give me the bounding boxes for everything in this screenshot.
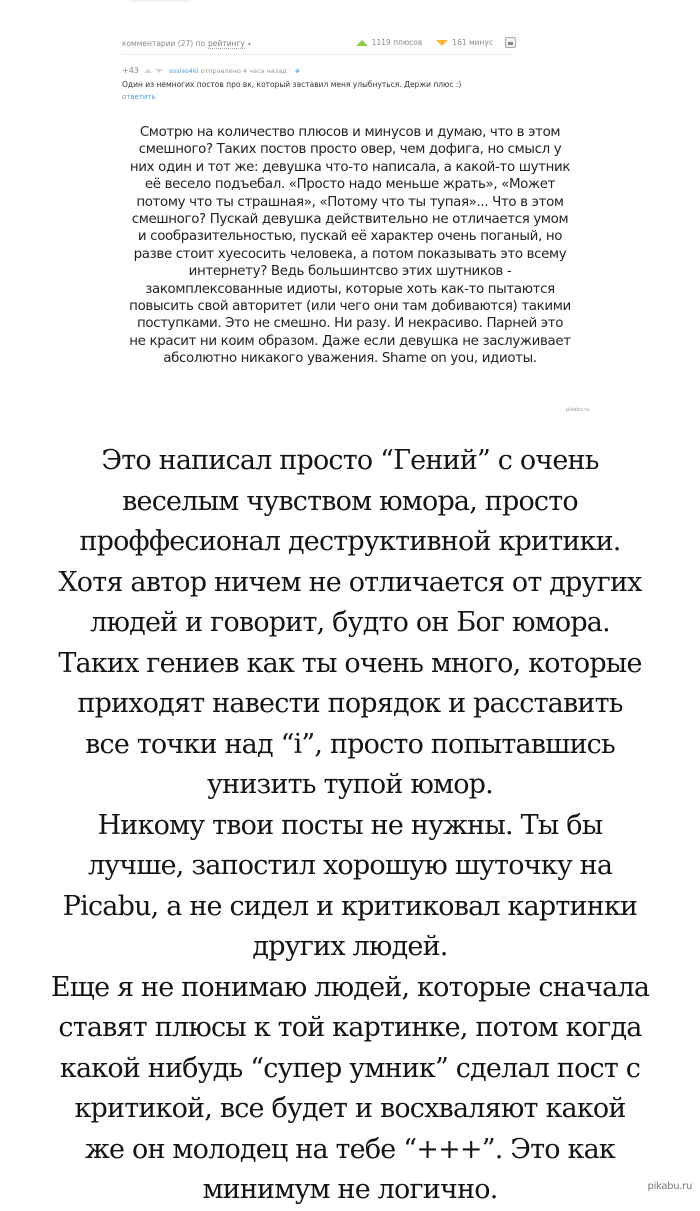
response-line: какой нибудь “супер умник” сделал пост с <box>59 1052 641 1084</box>
response-text <box>0 441 700 1211</box>
response-line: людей и говорит, будто он Бог юмора. <box>90 607 610 638</box>
minus-count: 161 минус <box>452 38 493 47</box>
comments-count-label <box>122 39 251 48</box>
response-line: Еще я не понимаю людей, которые сначала <box>50 971 650 1003</box>
quote-line: смешного? Пускай девушка действительно не отличается умом <box>131 212 569 228</box>
divider <box>122 54 512 55</box>
response-line: других людей. <box>252 931 448 962</box>
permalink-hash[interactable]: # <box>294 66 301 75</box>
response-line: ставят плюсы к той картинке, потом когда <box>58 1012 642 1043</box>
quote-line: и сообразительностью, пускай её характер очень поганый, но <box>137 229 563 245</box>
comment-time: отправлено 4 часа назад <box>200 66 287 75</box>
downvote-icon[interactable] <box>155 69 163 73</box>
quote-line: потому что ты страшная», «Потому что ты тупая»... Что в этом <box>136 194 564 210</box>
quote-line: интернету? Ведь большинтсво этих шутников - <box>188 264 512 280</box>
response-line: Никому твои посты не нужны. Ты бы <box>97 809 603 841</box>
chevron-down-icon: ▾ <box>247 41 251 48</box>
comment-score: +43 <box>122 66 139 75</box>
response-line: критикой, все будет и восхваляют какой <box>74 1093 626 1124</box>
response-line: Таких гениев как ты очень много, которые <box>58 647 642 679</box>
quote-line: Смотрю на количество плюсов и минусов и думаю, что в этом <box>139 125 561 140</box>
response-line: унизить тупой юмор. <box>207 769 493 800</box>
response-line: приходят навести порядок и расставить <box>77 688 623 719</box>
response-line: Это написал просто “Гений” с очень <box>101 445 599 476</box>
cropped-text-fragment <box>130 0 190 2</box>
quote-line: поступками. Это не смешно. Ни разу. И некрасиво. Парней это <box>136 316 564 332</box>
response-line: веселым чувством юмора, просто <box>122 485 578 517</box>
comments-header <box>122 37 516 51</box>
sort-dropdown[interactable]: рейтингу <box>208 39 245 48</box>
reply-link[interactable]: ответить <box>122 93 156 101</box>
quote-line: них один и тот же: девушка что-то написала, а какой-то шутник <box>129 159 571 175</box>
comment-author-link[interactable]: sosiso4ki <box>168 66 199 75</box>
comment-item <box>122 66 516 101</box>
quote-line: повысить свой авторитет (или чего они там добиваются) такими <box>129 299 571 315</box>
rating-summary <box>356 37 516 48</box>
response-line: проффесионал деструктивной критики. <box>79 526 621 557</box>
comment-text: Один из немногих постов про вк, который заставил меня улыбнуться. Держи плюс :) <box>122 80 462 89</box>
quote-watermark: pikabu.ru <box>566 407 590 413</box>
quote-line: разве стоит хуесосить человека, а потом показывать это всему <box>133 246 567 262</box>
response-line: Хотя автор ничем не отличается от других <box>58 566 642 598</box>
comments-label: комментарии (27) по <box>122 39 206 48</box>
quote-line: абсолютно никакого уважения. Shame on you, идиоты. <box>163 351 537 367</box>
response-line: минимум не логично. <box>202 1174 498 1205</box>
comment-screenshot-panel <box>122 0 516 120</box>
response-line: Picabu, а не сидел и критиковал картинки <box>62 890 638 922</box>
minus-arrow-icon <box>436 40 448 46</box>
quote-line: смешного? Таких постов просто овер, чем дофига, но смысл у <box>138 142 562 158</box>
upvote-icon[interactable] <box>144 69 152 73</box>
plus-arrow-icon <box>356 40 368 46</box>
quote-line: закомплексованные идиоты, которые хоть как-то пытаются <box>145 281 555 297</box>
image-icon[interactable] <box>505 37 516 48</box>
comment-meta <box>122 66 516 75</box>
quote-line: её весело подъебал. «Просто надо меньше жрать», «Может <box>144 177 556 193</box>
response-line: все точки над “i”, просто попытавшись <box>85 728 615 760</box>
quote-line: не красит ни коим образом. Даже если девушка не заслуживает <box>129 333 571 349</box>
quoted-post-text <box>110 124 590 368</box>
plus-count: 1119 плюсов <box>371 38 423 47</box>
response-line: лучше, запостил хорошую шуточку на <box>87 850 613 881</box>
response-line: же он молодец на тебе “+++”. Это как <box>85 1133 615 1165</box>
site-watermark: pikabu.ru <box>647 1181 692 1192</box>
